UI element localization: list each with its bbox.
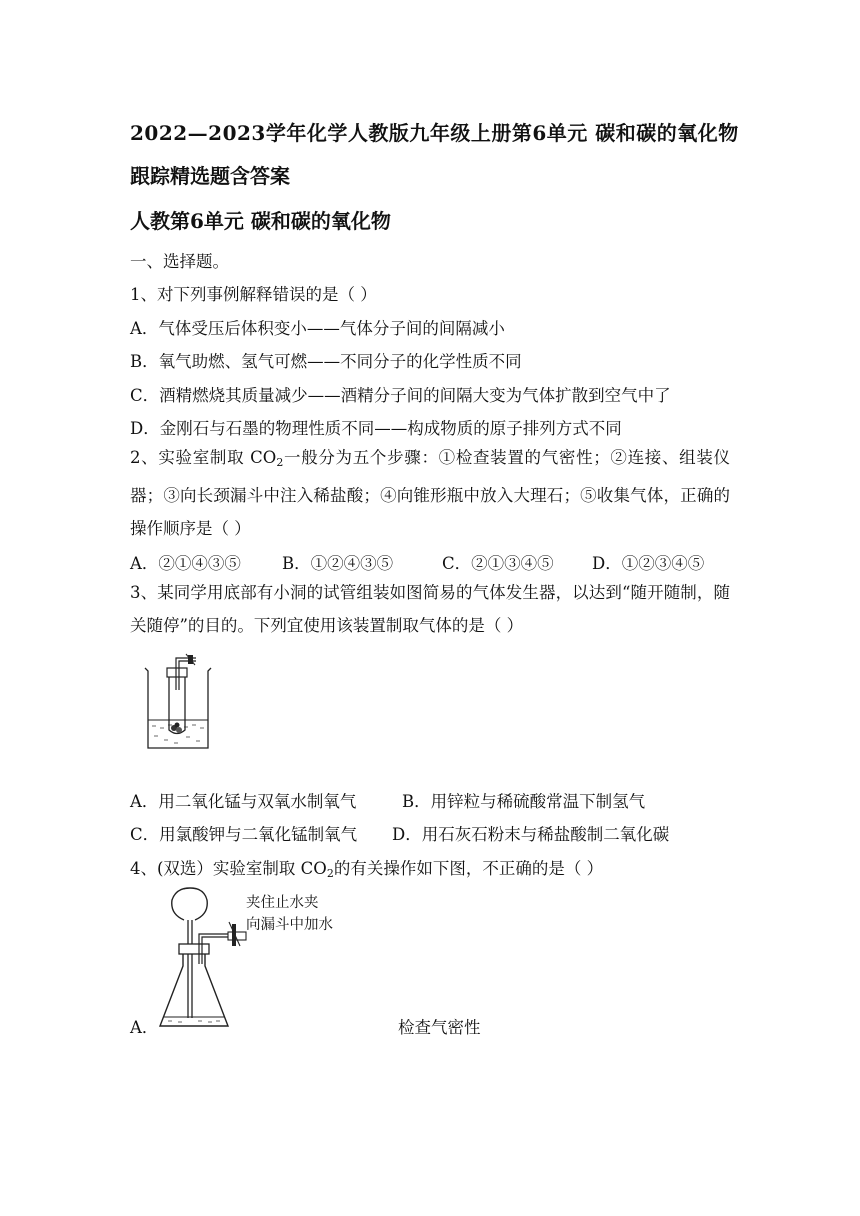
question-4-stem-end: 的有关操作如下图，不正确的是（ ） [333,859,604,878]
question-1-option-c: C．酒精燃烧其质量减少——酒精分子间的间隔大变为气体扩散到空气中了 [130,386,671,405]
question-2-stem-end: 一般分为五个步骤：①检查装置的气密性；②连接、组装仪器；③向长颈漏斗中注入稀盐酸；④向锥形瓶中放入大理石；⑤收集气体，正确的操作顺序是（ ） [130,448,731,538]
question-3-options-row-2 [130,821,669,845]
question-1-option-a: A．气体受压后体积变小——气体分子间的间隔减小 [130,319,505,338]
question-3-option-c: C．用氯酸钾与二氧化锰制氧气 [130,825,358,844]
question-1-option-b: B．氧气助燃、氢气可燃——不同分子的化学性质不同 [130,352,522,371]
section-label: 一、选择题。 [130,252,229,271]
question-4-option-a-caption: 检查气密性 [398,1018,481,1037]
question-2-subscript: 2 [276,456,284,469]
gas-generator-diagram [140,652,220,752]
question-1-option-d: D．金刚石与石墨的物理性质不同——构成物质的原子排列方式不同 [130,419,622,438]
question-2-options [130,550,730,574]
question-3-options-row-1 [130,788,645,812]
figure-label-add-water: 向漏斗中加水 [246,917,333,933]
figure-label-clamp: 夹住止水夹 [246,895,319,911]
question-4-stem-start: 4、(双选）实验室制取 CO [130,859,327,878]
question-2-option-c: C．②①③④⑤ [442,554,554,573]
question-3-option-b: B．用锌粒与稀硫酸常温下制氢气 [402,792,646,811]
question-2-option-b: B．①②④③⑤ [282,554,394,573]
document-title: 2022—2023学年化学人教版九年级上册第6单元 碳和碳的氧化物 [130,121,739,145]
question-2-option-a: A．②①④③⑤ [130,554,241,573]
question-1-stem: 1、对下列事例解释错误的是（ ） [130,285,377,304]
question-2-stem-start: 2、实验室制取 CO [130,448,277,467]
question-4-stem [130,855,603,880]
document-title-continued: 跟踪精选题含答案 [130,164,290,188]
question-2-stem [130,441,730,545]
question-3-stem: 3、某同学用底部有小洞的试管组装如图简易的气体发生器，以达到“随开随制，随关随停”的目的。下列宜使用该装置制取气体的是（ ） [130,583,730,635]
question-4-subscript: 2 [326,867,334,880]
question-2-option-d: D．①②③④⑤ [592,554,705,573]
question-3-option-a: A．用二氧化锰与双氧水制氧气 [130,792,357,811]
question-4-option-a-letter: A． [130,1018,159,1037]
question-3-option-d: D．用石灰石粉末与稀盐酸制二氧化碳 [392,825,670,844]
unit-heading: 人教第6单元 碳和碳的氧化物 [130,209,391,233]
